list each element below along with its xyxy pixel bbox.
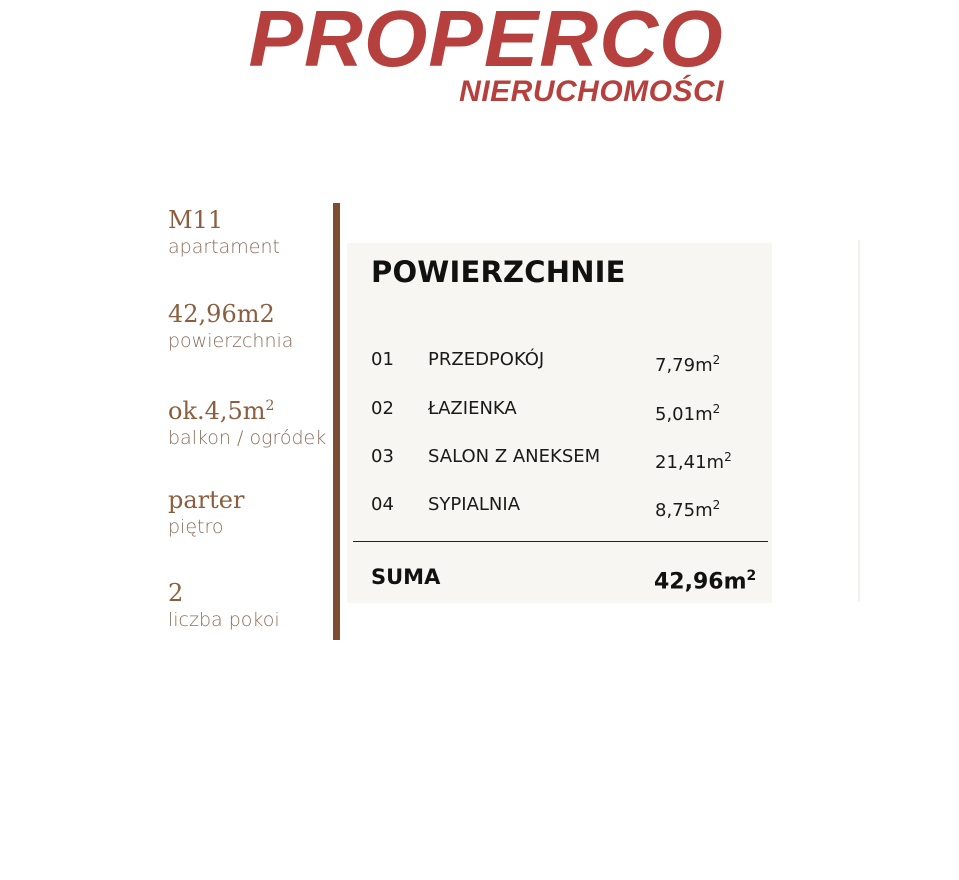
panel-edge-divider: [858, 240, 860, 602]
spec-balcony: [168, 392, 326, 449]
room-row: [371, 442, 761, 472]
spec-value: 2: [168, 579, 184, 607]
sum-divider: [353, 541, 768, 542]
spec-label: liczba pokoi: [168, 609, 280, 631]
room-name: SYPIALNIA: [428, 494, 521, 515]
logo-wordmark: PROPERCO: [248, 0, 724, 83]
logo-subtitle: NIERUCHOMOŚCI: [459, 75, 724, 108]
sum-label: SUMA: [371, 565, 441, 589]
room-area: $5,01m^2$: [655, 402, 721, 425]
sum-value: $42,96m^2$: [654, 568, 757, 595]
room-row: [371, 490, 761, 520]
spec-value: parter: [168, 486, 245, 514]
room-name: PRZEDPOKÓJ: [428, 349, 545, 370]
spec-value: M11: [168, 206, 224, 234]
spec-label: apartament: [168, 236, 280, 258]
room-area: $7,79m^2$: [655, 353, 721, 376]
room-row: [371, 345, 761, 375]
panel-title: POWIERZCHNIE: [371, 255, 626, 289]
spec-label: piętro: [168, 516, 224, 538]
room-number: 03: [371, 446, 394, 467]
spec-value: $ok.4,5m^2$: [168, 397, 275, 425]
spec-apartment-id: [168, 206, 280, 258]
room-number: 04: [371, 494, 394, 515]
room-number: 01: [371, 349, 394, 370]
room-name: ŁAZIENKA: [428, 398, 517, 419]
spec-label: balkon / ogródek: [168, 427, 327, 449]
room-name: SALON Z ANEKSEM: [428, 446, 601, 467]
spec-label: powierzchnia: [168, 330, 294, 352]
spec-value: 42,96m2: [168, 300, 275, 328]
room-area: $21,41m^2$: [655, 450, 732, 473]
spec-area: [168, 300, 293, 352]
spec-floor: [168, 486, 244, 538]
room-area: $8,75m^2$: [655, 498, 721, 521]
room-row: [371, 394, 761, 424]
spec-rooms-count: [168, 579, 280, 631]
accent-divider: [333, 203, 340, 640]
room-number: 02: [371, 398, 394, 419]
properco-logo: [226, 0, 736, 120]
